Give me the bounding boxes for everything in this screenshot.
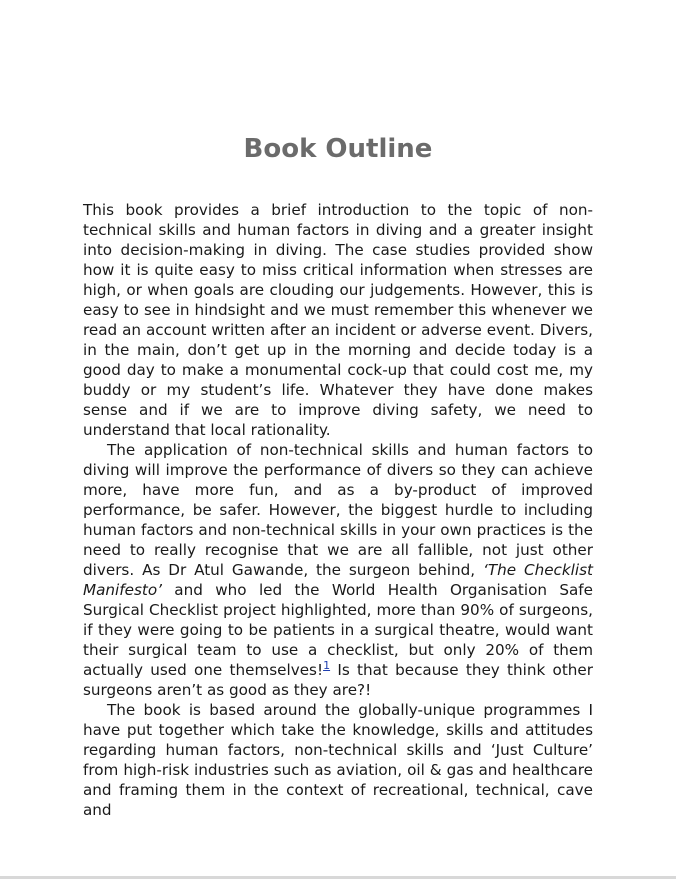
paragraph-application: [83, 440, 593, 700]
book-title-italic: ‘The Checklist Manifesto’: [83, 561, 593, 599]
paragraph-text: and who led the World Health Organisation Safe Surgical Checklist project highlighted, more than 90% of surgeons, if they were going to be patients in a surgical theatre, would want their surgical team to use a checklist, but only 20% of them actually used one themselves!: [83, 581, 593, 679]
page-title: Book Outline: [243, 134, 433, 164]
paragraph-programmes: The book is based around the globally-unique programmes I have put together which take the knowledge, skills and attitudes regarding human factors, non-technical skills and ‘Just Culture’ from high-risk industries such as aviation, oil & gas and healthcare and framing them in the context of recreational, technical, cave and: [83, 701, 593, 819]
paragraph-text: Is that because they think other surgeons aren’t as good as they are?!: [83, 661, 593, 699]
paragraph-intro: This book provides a brief introduction to the topic of non-technical skills and human factors in diving and a greater insight into decision-making in diving. The case studies provided show how it is quite easy to miss critical information when stresses are high, or when goals are clouding our judgements. However, this is easy to see in hindsight and we must remember this whenever we read an account written after an incident or adverse event. Divers, in the main, don’t get up in the morning and decide today is a good day to make a monumental cock-up that could cost me, my buddy or my student’s life. Whatever they have done makes sense and if we are to improve diving safety, we need to understand that local rationality.: [83, 201, 593, 439]
footnote-link[interactable]: 1: [323, 658, 331, 672]
paragraph-text: The application of non-technical skills and human factors to diving will improve the performance of divers so they can achieve more, have more fun, and as a by-product of improved performance, be safer. However, the biggest hurdle to including human factors and non-technical skills in your own practices is the need to really recognise that we are all fallible, not just other divers. As Dr Atul Gawande, the surgeon behind,: [83, 441, 593, 579]
body-text: [83, 200, 593, 820]
